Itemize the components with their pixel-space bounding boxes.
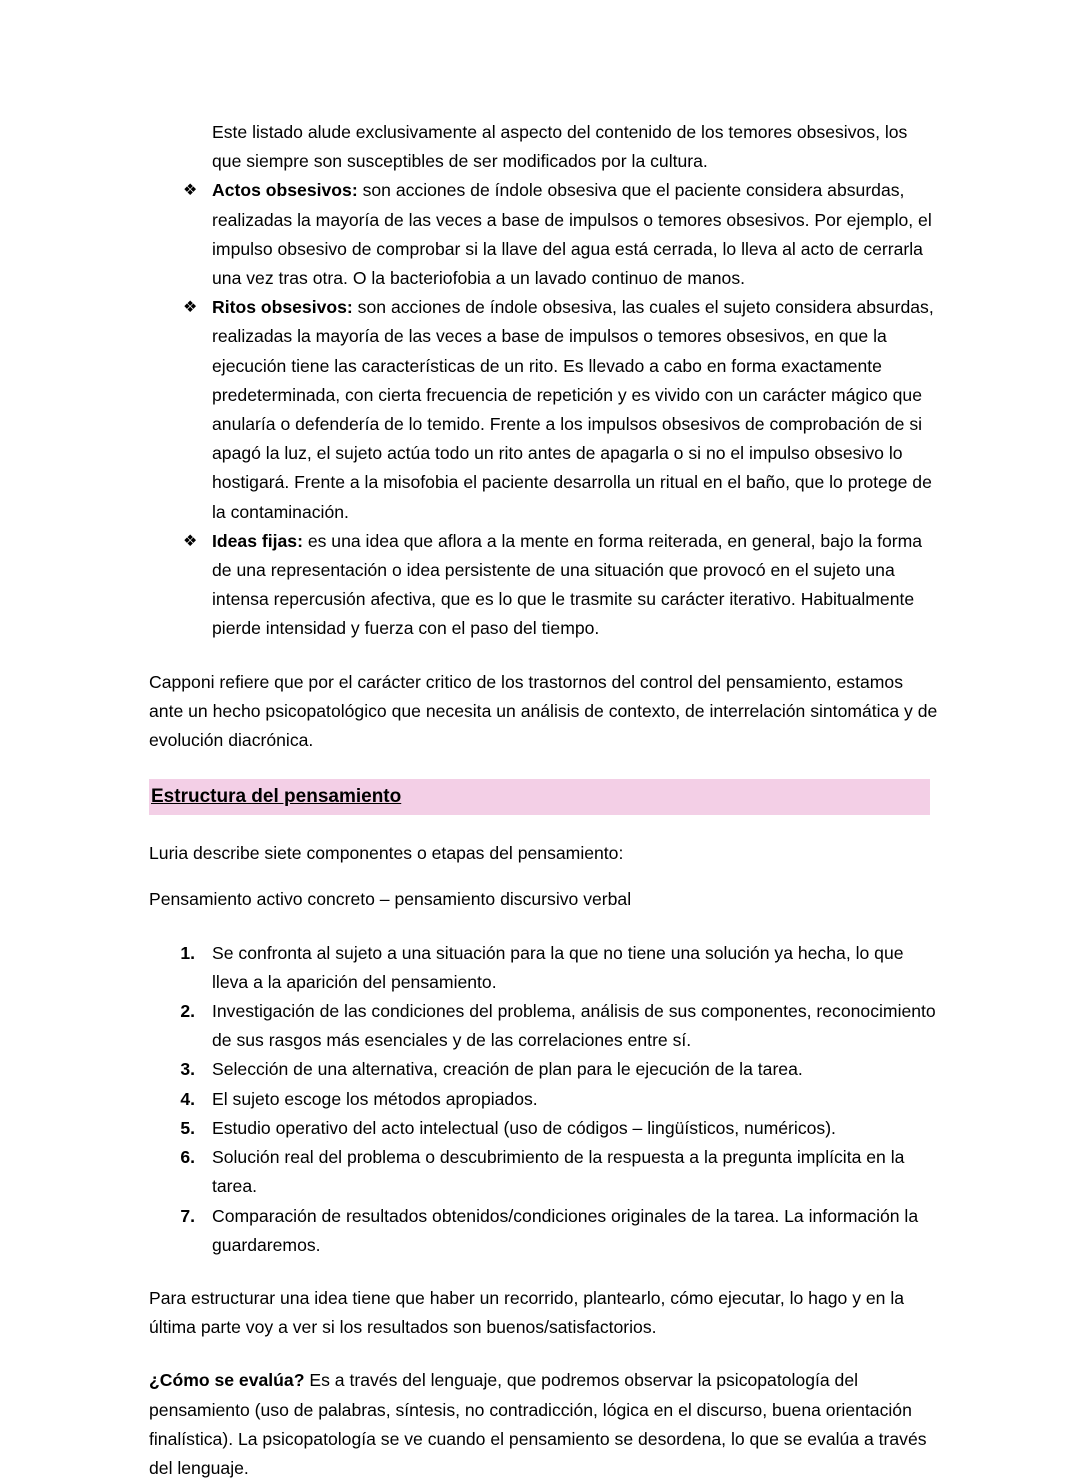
list-item [149,997,940,1055]
list-item [149,1055,940,1084]
thought-steps-list [149,939,940,1260]
diamond-bullet-icon: ❖ [183,532,198,550]
list-item-text: Se confronta al sujeto a una situación para la que no tiene una solución ya hecha, lo que lleva a la aparición del pensamiento. [212,942,904,992]
intro-paragraph: Este listado alude exclusivamente al aspecto del contenido de los temores obsesivos, los que siempre son susceptibles de ser modificados por la cultura. [212,122,908,172]
list-item-text: son acciones de índole obsesiva que el paciente considera absurdas, realizadas la mayoría de las veces a base de impulsos o temores obsesivos. Por ejemplo, el impulso obsesivo de comprobar si la llave del agua está cerrada, lo lleva al acto de cerrarla una vez tras otra. O la bacteriofobia a un lavado continuo de manos. [212,180,932,289]
list-item-text: Investigación de las condiciones del problema, análisis de sus componentes, reconocimiento de sus rasgos más esenciales y de las correlaciones entre sí. [212,1001,936,1051]
list-item-text: Selección de una alternativa, creación de plan para le ejecución de la tarea. [212,1059,803,1080]
obsessive-concepts-list [149,176,940,643]
list-item-text: Estudio operativo del acto intelectual (uso de códigos – lingüísticos, numéricos). [212,1117,836,1138]
list-item [149,1202,940,1260]
capponi-paragraph: Capponi refiere que por el carácter critico de los trastornos del control del pensamiento, estamos ante un hecho psicopatológico que necesita un análisis de contexto, de interrelación sintomática y de evolución diacrónica. [149,671,938,751]
spacer [149,868,940,885]
spacer [149,915,940,939]
list-item-number: 3. [180,1059,195,1080]
evaluation-paragraph-text: Es a través del lenguaje, que podremos observar la psicopatología del pensamiento (uso de palabras, síntesis, no contradicción, lógica en el discurso, buena orientación finalística). La psicopatología se ve cuando el pensamiento se desordena, lo que se evalúa a través del lenguaje. [149,1370,927,1478]
spacer [149,1342,940,1366]
list-item-text: es una idea que aflora a la mente en forma reiterada, en general, bajo la forma de una representación o idea persistente de una situación que provocó en el sujeto una intensa repercusión afectiva, que es lo que le trasmite su carácter iterativo. Habitualmente pierde intensidad y fuerza con el paso del tiempo. [212,530,923,639]
thought-types-line: Pensamiento activo concreto – pensamiento discursivo verbal [149,889,632,910]
evaluation-paragraph [149,1366,940,1483]
diamond-bullet-icon: ❖ [183,182,198,200]
list-item-number: 1. [180,942,195,963]
list-item [149,1143,940,1201]
list-item [149,1085,940,1114]
list-item-text: son acciones de índole obsesiva, las cuales el sujeto considera absurdas, realizadas la mayoría de las veces a base de impulsos o temores obsesivos, en que la ejecución tiene las características de un rito. Es llevado a cabo en forma exactamente predeterminada, con cierta frecuencia de repetición y es vivido con un carácter mágico que anularía o defendería de lo temido. Frente a los impulsos obsesivos de comprobación de si apagó la luz, el sujeto actúa todo un rito antes de apagarla o si no el impulso obsesivo lo hostigará. Frente a la misofobia el paciente desarrolla un ritual en el baño, que lo protege de la contaminación. [212,297,934,522]
closing-paragraph: Para estructurar una idea tiene que haber un recorrido, plantearlo, cómo ejecutar, lo hago y en la última parte voy a ver si los resultados son buenos/satisfactorios. [149,1287,905,1338]
list-item-number: 4. [180,1088,195,1109]
luria-intro-line: Luria describe siete componentes o etapas del pensamiento: [149,843,624,864]
list-item-number: 2. [180,1001,195,1022]
list-item-text: Solución real del problema o descubrimiento de la respuesta a la pregunta implícita en la tarea. [212,1147,905,1197]
page-title: Estructura del pensamiento [151,786,402,808]
spacer [149,1260,940,1284]
list-item [149,527,940,644]
list-item-text: El sujeto escoge los métodos apropiados. [212,1088,538,1109]
list-item-term: Actos obsesivos: [212,180,358,201]
section-heading-highlight [149,779,930,815]
list-item-term: Ritos obsesivos: [212,297,353,318]
list-item [149,176,940,293]
list-item-number: 6. [180,1147,195,1168]
list-item [149,1114,940,1143]
list-item-term: Ideas fijas: [212,530,303,551]
spacer [149,755,940,779]
list-item [149,939,940,997]
list-item-number: 7. [180,1205,195,1226]
spacer [149,644,940,668]
list-item [149,293,940,527]
spacer [149,815,940,839]
evaluation-question-lead: ¿Cómo se evalúa? [149,1370,305,1391]
list-item-number: 5. [180,1117,195,1138]
diamond-bullet-icon: ❖ [183,299,198,317]
list-item-text: Comparación de resultados obtenidos/condiciones originales de la tarea. La información la guardaremos. [212,1205,919,1255]
